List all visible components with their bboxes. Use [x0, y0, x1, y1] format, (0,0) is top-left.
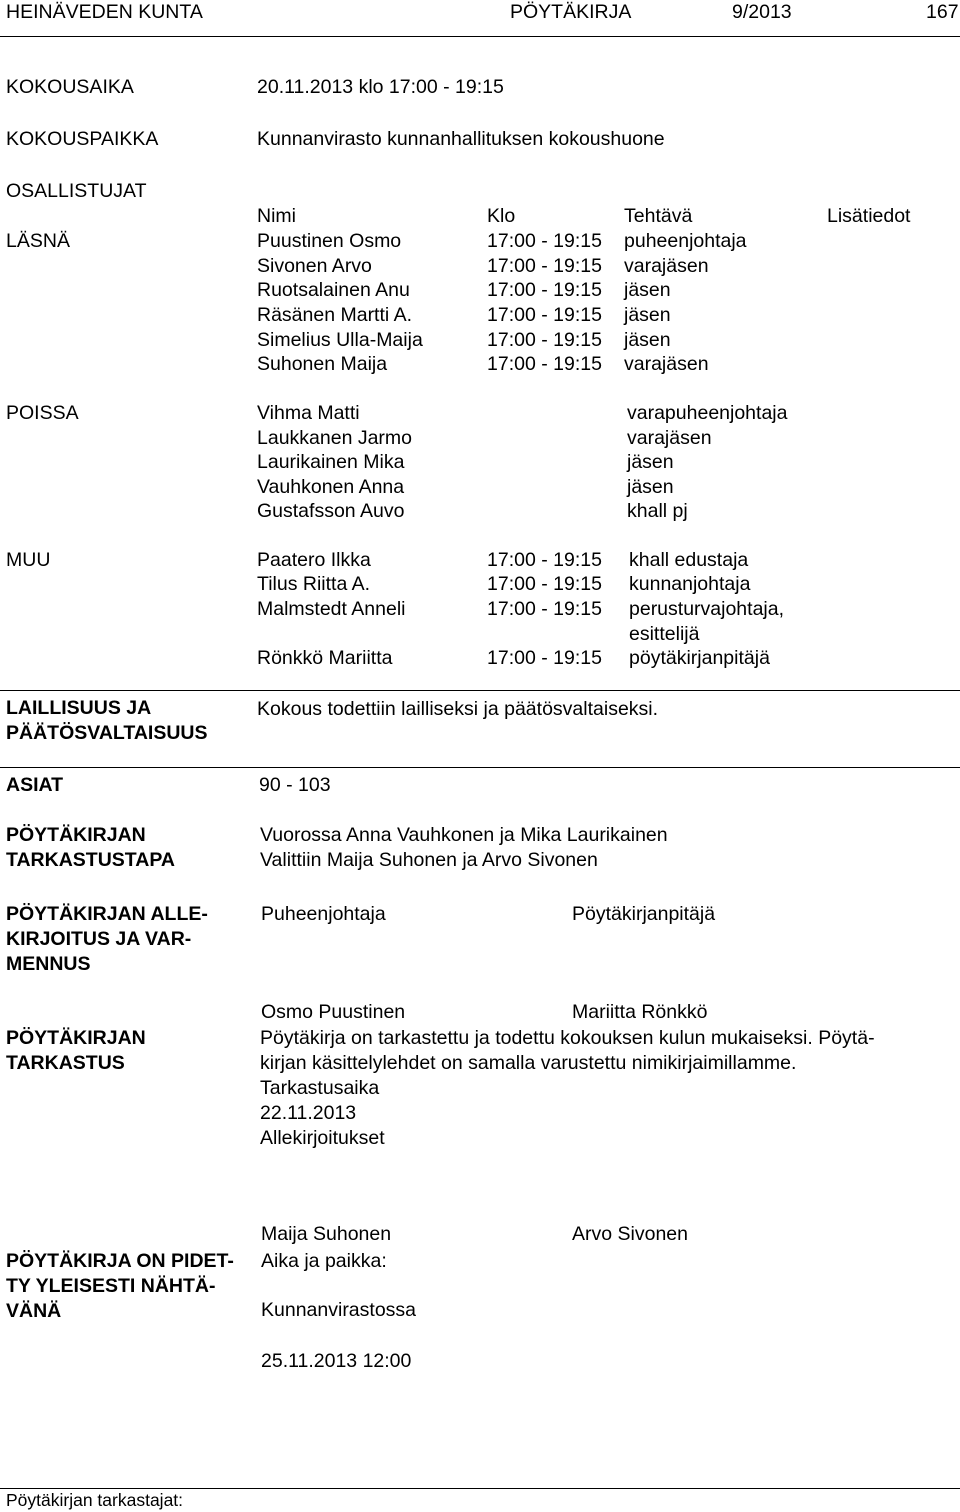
other-role-continuation: esittelijä: [629, 623, 700, 645]
meeting-place-label: KOKOUSPAIKKA: [6, 128, 159, 150]
signing-label-line: KIRJOITUS JA VAR-: [6, 928, 192, 950]
present-label: LÄSNÄ: [6, 230, 70, 252]
other-time: 17:00 - 19:15: [487, 549, 602, 571]
other-time: 17:00 - 19:15: [487, 647, 602, 669]
secretary-name: Mariitta Rönkkö: [572, 1001, 708, 1023]
signing-label-line: MENNUS: [6, 953, 91, 975]
review-label: [6, 1026, 146, 1076]
review-text-line: Pöytäkirja on tarkastettu ja todettu kokouksen kulun mukaiseksi. Pöytä-: [260, 1027, 875, 1049]
present-role: varajäsen: [624, 353, 709, 375]
review-text-line: kirjan käsittelylehdet on samalla varustettu nimikirjaimillamme.: [260, 1052, 797, 1074]
present-role: jäsen: [624, 279, 671, 301]
reviewer-2-name: Arvo Sivonen: [572, 1223, 688, 1245]
public-display-label-line: VÄNÄ: [6, 1300, 62, 1322]
legality-text: Kokous todettiin lailliseksi ja päätösvaltaiseksi.: [257, 698, 659, 720]
page-number: 167: [926, 1, 959, 23]
present-role: jäsen: [624, 329, 671, 351]
absent-role: varajäsen: [627, 427, 712, 449]
other-time: 17:00 - 19:15: [487, 598, 602, 620]
review-method-label-line: TARKASTUSTAPA: [6, 849, 175, 871]
display-datetime: 25.11.2013 12:00: [261, 1350, 412, 1372]
public-display-label: [6, 1249, 234, 1324]
municipality-name: HEINÄVEDEN KUNTA: [6, 1, 203, 23]
absent-role: khall pj: [627, 500, 688, 522]
other-role: kunnanjohtaja: [629, 573, 751, 595]
present-time: 17:00 - 19:15: [487, 353, 602, 375]
present-time: 17:00 - 19:15: [487, 255, 602, 277]
present-name: Simelius Ulla-Maija: [257, 329, 423, 351]
column-time-header: Klo: [487, 205, 516, 227]
present-time: 17:00 - 19:15: [487, 304, 602, 326]
absent-role: jäsen: [627, 451, 674, 473]
present-time: 17:00 - 19:15: [487, 230, 602, 252]
chair-name: Osmo Puustinen: [261, 1001, 406, 1023]
legality-label-line: PÄÄTÖSVALTAISUUS: [6, 722, 208, 744]
reviewer-1-name: Maija Suhonen: [261, 1223, 392, 1245]
other-role: khall edustaja: [629, 549, 749, 571]
items-label: ASIAT: [6, 774, 64, 796]
review-method-text: [260, 823, 668, 873]
absent-name: Vihma Matti: [257, 402, 360, 424]
review-method-label-line: PÖYTÄKIRJAN: [6, 824, 146, 846]
other-time: 17:00 - 19:15: [487, 573, 602, 595]
column-notes-header: Lisätiedot: [827, 205, 911, 227]
public-display-label-line: TY YLEISESTI NÄHTÄ-: [6, 1275, 216, 1297]
other-label: MUU: [6, 549, 51, 571]
present-name: Ruotsalainen Anu: [257, 279, 410, 301]
participants-label: OSALLISTUJAT: [6, 180, 147, 202]
signing-label-line: PÖYTÄKIRJAN ALLE-: [6, 903, 208, 925]
present-name: Räsänen Martti A.: [257, 304, 412, 326]
review-label-line: PÖYTÄKIRJAN: [6, 1027, 146, 1049]
other-name: Malmstedt Anneli: [257, 598, 406, 620]
absent-role: jäsen: [627, 476, 674, 498]
items-value: 90 - 103: [259, 774, 331, 796]
absent-label: POISSA: [6, 402, 79, 424]
header-divider: [0, 36, 960, 37]
divider-legality: [0, 690, 960, 691]
present-role: puheenjohtaja: [624, 230, 747, 252]
legality-label: [6, 696, 208, 746]
chair-title: Puheenjohtaja: [261, 903, 386, 925]
meeting-time-value: 20.11.2013 klo 17:00 - 19:15: [257, 76, 504, 98]
signing-label: [6, 902, 208, 977]
other-name: Rönkkö Mariitta: [257, 647, 393, 669]
column-name-header: Nimi: [257, 205, 296, 227]
meeting-time-label: KOKOUSAIKA: [6, 76, 134, 98]
present-name: Sivonen Arvo: [257, 255, 372, 277]
review-method-label: [6, 823, 175, 873]
other-role: perusturvajohtaja,: [629, 598, 785, 620]
meeting-place-value: Kunnanvirasto kunnanhallituksen kokoushuone: [257, 128, 665, 150]
legality-label-line: LAILLISUUS JA: [6, 697, 152, 719]
review-label-line: TARKASTUS: [6, 1052, 125, 1074]
public-display-label-line: PÖYTÄKIRJA ON PIDET-: [6, 1250, 234, 1272]
absent-name: Gustafsson Auvo: [257, 500, 405, 522]
present-name: Puustinen Osmo: [257, 230, 402, 252]
present-time: 17:00 - 19:15: [487, 329, 602, 351]
column-role-header: Tehtävä: [624, 205, 693, 227]
review-text: [260, 1026, 875, 1151]
secretary-title: Pöytäkirjanpitäjä: [572, 903, 716, 925]
review-text-line: Allekirjoitukset: [260, 1127, 385, 1149]
present-time: 17:00 - 19:15: [487, 279, 602, 301]
absent-name: Laurikainen Mika: [257, 451, 405, 473]
other-role: pöytäkirjanpitäjä: [629, 647, 770, 669]
review-date: 22.11.2013: [260, 1102, 357, 1124]
present-role: varajäsen: [624, 255, 709, 277]
review-method-line: Valittiin Maija Suhonen ja Arvo Sivonen: [260, 849, 598, 871]
review-text-line: Tarkastusaika: [260, 1077, 380, 1099]
display-place-value: Kunnanvirastossa: [261, 1299, 417, 1321]
absent-role: varapuheenjohtaja: [627, 402, 788, 424]
other-name: Paatero Ilkka: [257, 549, 371, 571]
other-name: Tilus Riitta A.: [257, 573, 371, 595]
document-type: PÖYTÄKIRJA: [510, 1, 632, 23]
present-name: Suhonen Maija: [257, 353, 388, 375]
absent-name: Laukkanen Jarmo: [257, 427, 413, 449]
document-number: 9/2013: [732, 1, 792, 23]
review-method-line: Vuorossa Anna Vauhkonen ja Mika Laurikainen: [260, 824, 668, 846]
present-role: jäsen: [624, 304, 671, 326]
footer-reviewers-label: Pöytäkirjan tarkastajat:: [6, 1490, 184, 1510]
divider-items: [0, 767, 960, 768]
display-time-place-label: Aika ja paikka:: [261, 1250, 387, 1272]
absent-name: Vauhkonen Anna: [257, 476, 405, 498]
